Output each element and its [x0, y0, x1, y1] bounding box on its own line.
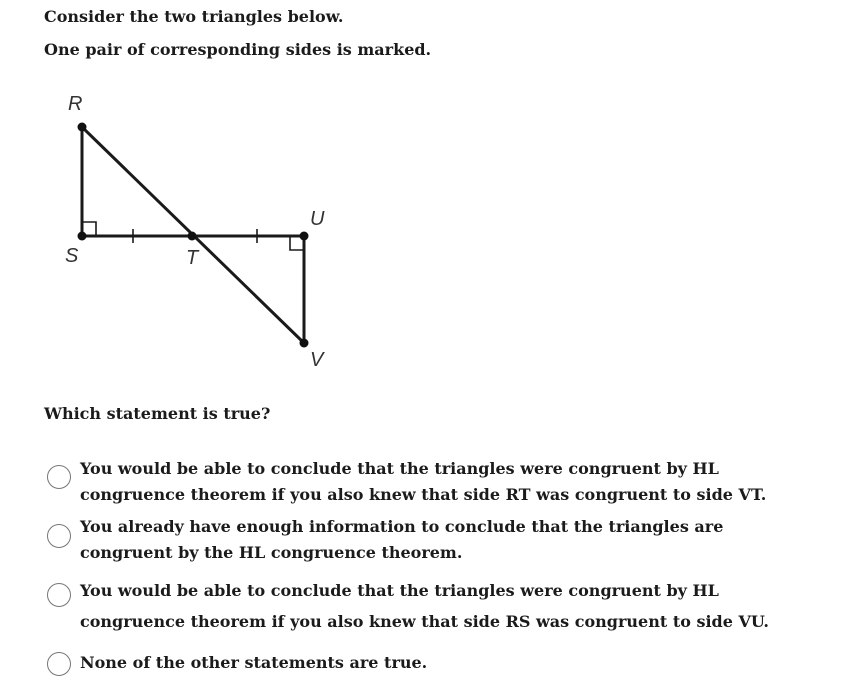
vertex-point-v [300, 339, 309, 348]
intro-text-line-2: One pair of corresponding sides is marked. [44, 40, 432, 59]
intro-text-line-1: Consider the two triangles below. [44, 7, 344, 26]
question-text: Which statement is true? [44, 404, 271, 423]
radio-button-3[interactable] [47, 583, 71, 607]
answer-option-3[interactable] [44, 575, 834, 633]
answer-option-4[interactable] [44, 650, 834, 678]
vertex-label-u: U [310, 208, 325, 230]
answer-option-2-text: You already have enough information to conclude that the triangles are congruent by the HL congruence theorem. [80, 517, 724, 562]
radio-button-1[interactable] [47, 465, 71, 489]
vertex-label-r: R [68, 93, 83, 115]
radio-button-2[interactable] [47, 524, 71, 548]
radio-button-4[interactable] [47, 652, 71, 676]
vertex-point-t [188, 232, 197, 241]
answer-option-3-text: You would be able to conclude that the triangles were congruent by HL congruence theorem if you also knew that side RS was congruent to side VU. [80, 581, 769, 631]
answer-option-4-text: None of the other statements are true. [80, 653, 428, 672]
triangles-figure [55, 88, 355, 388]
vertex-label-t: T [186, 247, 199, 269]
vertex-label-s: S [65, 245, 79, 267]
vertex-point-r [78, 123, 87, 132]
answer-option-1-text: You would be able to conclude that the triangles were congruent by HL congruence theorem if you also knew that side RT was congruent to side VT. [80, 459, 767, 504]
answer-option-1[interactable] [44, 456, 834, 510]
answer-option-2[interactable] [44, 514, 834, 568]
vertex-point-u [300, 232, 309, 241]
vertex-label-v: V [310, 349, 324, 371]
vertex-point-s [78, 232, 87, 241]
